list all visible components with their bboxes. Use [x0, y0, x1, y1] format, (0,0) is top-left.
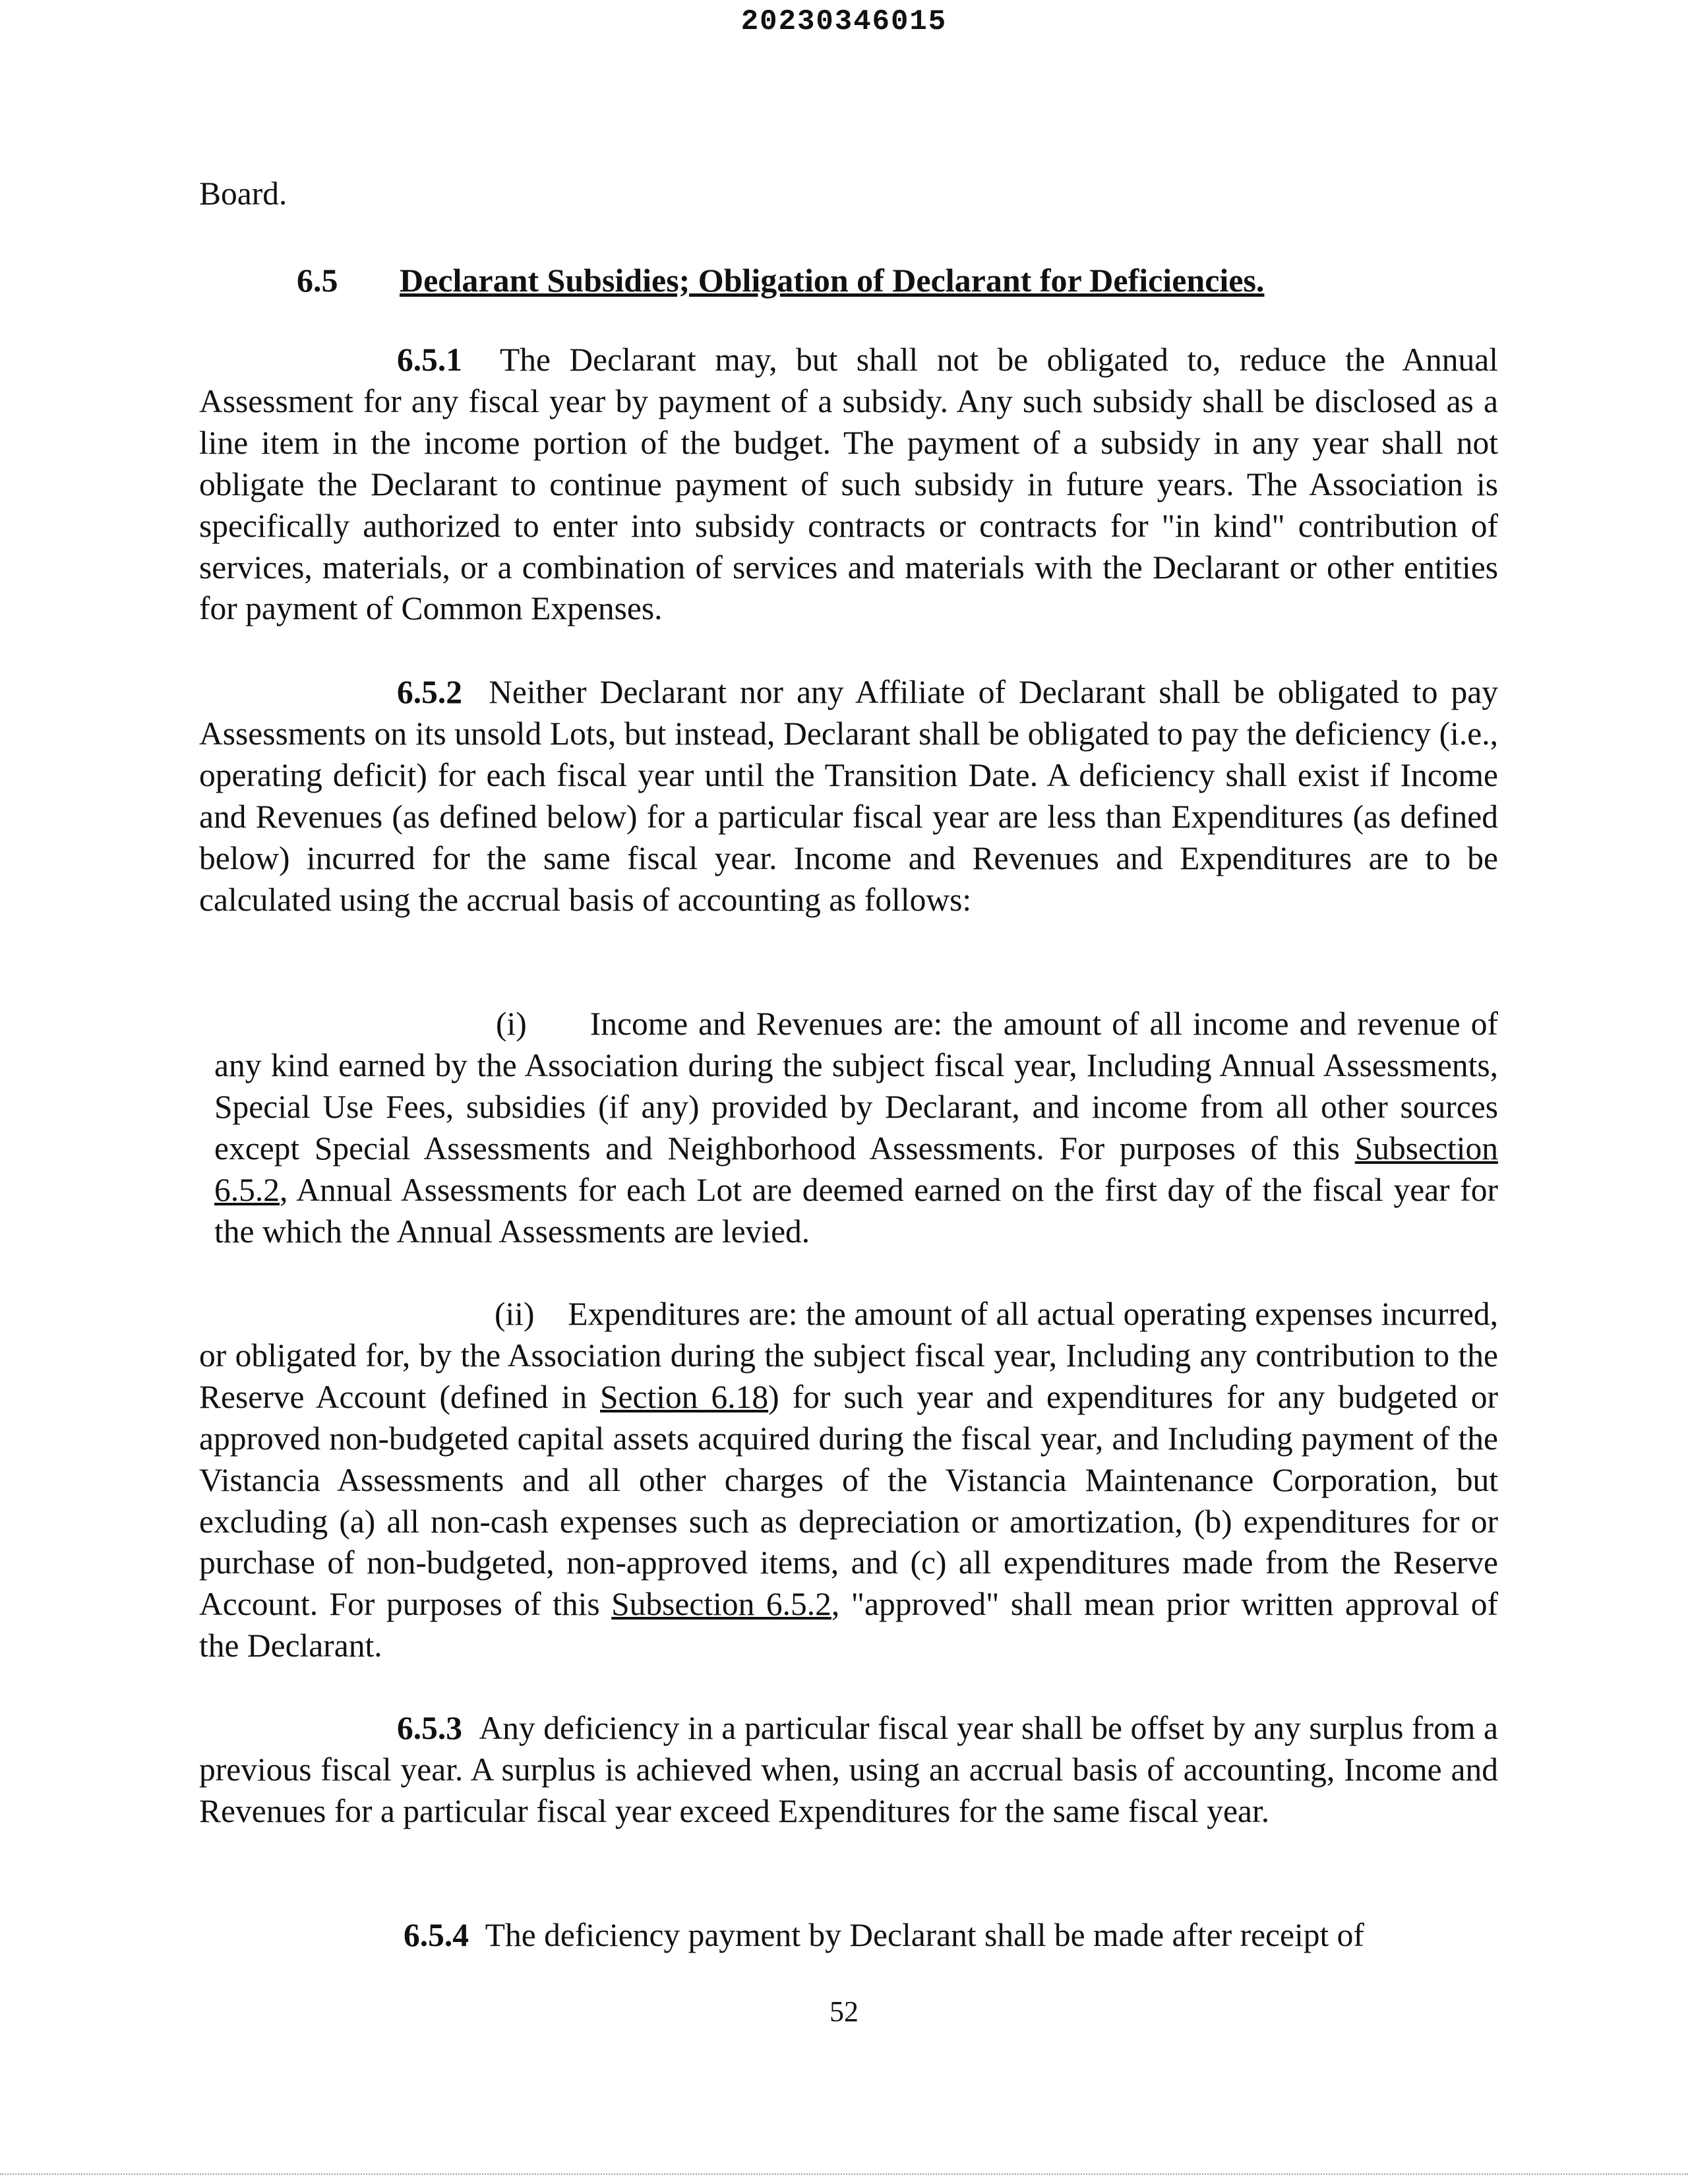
section-heading	[297, 260, 1264, 301]
item-text: Income and Revenues are: the amount of all income and revenue of any kind earned by the Association during the subject fiscal year, Including Annual Assessments, Special Use Fees, subsidies (if any) provided by Declarant, and income from all other sources except Special Assessments and Neighborhood Assessments. For purposes of this	[214, 1006, 1498, 1167]
subsection-reference: Subsection 6.5.2	[611, 1586, 831, 1623]
paragraph-number: 6.5.2	[397, 674, 462, 710]
section-reference: Section 6.18	[600, 1378, 769, 1415]
paragraph-text: The Declarant may, but shall not be obligated to, reduce the Annual Assessment for any fiscal year by payment of a subsidy. Any such subsidy shall be disclosed as a line item in the income portion of the budget. The payment of a subsidy in any year shall not obligate the Declarant to continue payment of such subsidy in future years. The Association is specifically authorized to enter into subsidy contracts or contracts for "in kind" contribution of services, materials, or a combination of services and materials with the Declarant or other entities for payment of Common Expenses.	[199, 342, 1499, 627]
document-number: 20230346015	[740, 5, 948, 38]
item-text-end: , "approved" shall mean prior written approval of the Declarant.	[199, 1586, 1498, 1664]
paragraph-number: 6.5.4	[404, 1917, 469, 1953]
section-number: 6.5	[297, 262, 338, 299]
item-text: Expenditures are: the amount of all actual operating expenses incurred, or obligated for, by the Association during the subject fiscal year, Including any contribution to the Reserve Account (defined in	[199, 1296, 1499, 1415]
paragraph-6-5-2	[199, 672, 1498, 921]
paragraph-text: Neither Declarant nor any Affiliate of Declarant shall be obligated to pay Assessments on its unsold Lots, but instead, Declarant shall be obligated to pay the deficiency (i.e., operating deficit) for each fiscal year until the Transition Date. A deficiency shall exist if Income and Revenues (as defined below) for a particular fiscal year are less than Expenditures (as defined below) incurred for the same fiscal year. Income and Revenues and Expenditures are to be calculated using the accrual basis of accounting as follows:	[199, 674, 1499, 918]
item-text-continued: , Annual Assessments for each Lot are deemed earned on the first day of the fiscal year for the which the Annual Assessments are levied.	[214, 1171, 1498, 1250]
list-item-ii	[199, 1294, 1498, 1667]
paragraph-number: 6.5.1	[397, 342, 462, 378]
paragraph-6-5-1	[199, 340, 1498, 630]
section-title: Declarant Subsidies; Obligation of Declarant for Deficiencies.	[400, 262, 1265, 299]
paragraph-text: The deficiency payment by Declarant shall be made after receipt of	[485, 1917, 1364, 1953]
list-item-i	[214, 1004, 1498, 1252]
page-number: 52	[829, 1995, 859, 2028]
item-label: (ii)	[495, 1296, 535, 1332]
item-label: (i)	[496, 1006, 527, 1042]
subsection-reference: Subsection 6.5.2	[214, 1130, 1498, 1208]
carryover-text: Board.	[199, 175, 287, 212]
scan-edge-line	[0, 2173, 1688, 2175]
paragraph-6-5-3	[199, 1708, 1498, 1833]
paragraph-6-5-4	[404, 1915, 1364, 1956]
paragraph-text: Any deficiency in a particular fiscal year shall be offset by any surplus from a previous fiscal year. A surplus is achieved when, using an accrual basis of accounting, Income and Revenues for a particular fiscal year exceed Expenditures for the same fiscal year.	[199, 1710, 1499, 1829]
item-text-continued: ) for such year and expenditures for any budgeted or approved non-budgeted capital assets acquired during the fiscal year, and Including payment of the Vistancia Assessments and all other charges of the Vistancia Maintenance Corporation, but excluding (a) all non-cash expenses such as depreciation or amortization, (b) expenditures for or purchase of non-budgeted, non-approved items, and (c) all expenditures made from the Reserve Account. For purposes of this	[199, 1378, 1498, 1623]
paragraph-number: 6.5.3	[397, 1710, 462, 1746]
